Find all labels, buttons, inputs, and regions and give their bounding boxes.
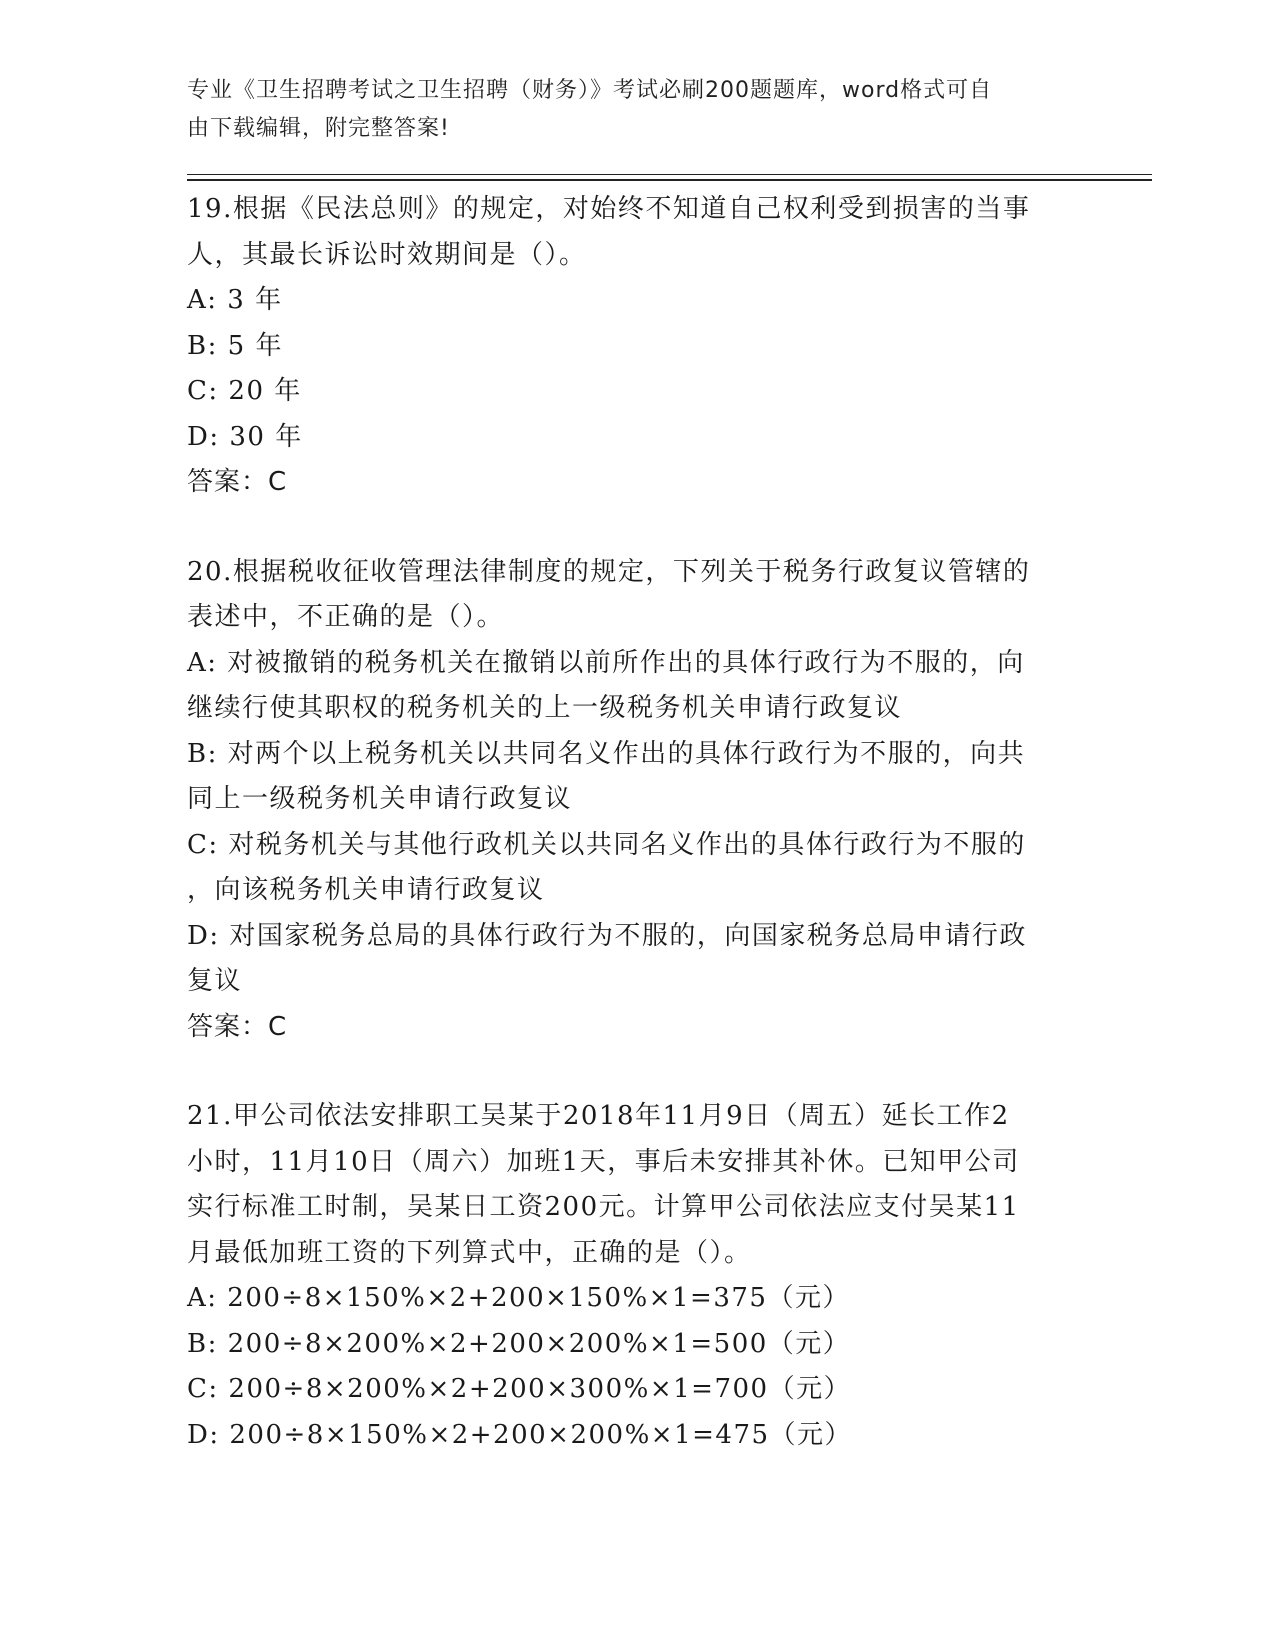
question-stem-line: 实行标准工时制，吴某日工资200元。计算甲公司依法应支付吴某11	[187, 1192, 1020, 1222]
option-d: D: 200÷8×150%×2+200×200%×1=475（元）	[187, 1419, 853, 1450]
question-stem-line: 月最低加班工资的下列算式中，正确的是（）。	[187, 1237, 752, 1268]
question-stem-line: 人，其最长诉讼时效期间是（）。	[187, 239, 587, 270]
option-a: A: 对被撤销的税务机关在撤销以前所作出的具体行政行为不服的，向	[187, 647, 1025, 678]
question-stem-line: 表述中，不正确的是（）。	[187, 602, 505, 632]
option-d-continued: 复议	[187, 966, 243, 996]
question-20	[187, 550, 1082, 1051]
question-stem-line: 小时，11月10日（周六）加班1天，事后未安排其补休。已知甲公司	[187, 1146, 1020, 1177]
header-line-2: 由下载编辑，附完整答案!	[187, 116, 450, 141]
question-stem-line: 19.根据《民法总则》的规定，对始终不知道自己权利受到损害的当事	[187, 194, 1031, 224]
option-a-continued: 继续行使其职权的税务机关的上一级税务机关申请行政复议	[187, 693, 903, 723]
question-21	[187, 1094, 1082, 1458]
question-stem-line: 21.甲公司依法安排职工吴某于2018年11月9日（周五）延长工作2	[187, 1101, 1010, 1131]
option-c: C: 对税务机关与其他行政机关以共同名义作出的具体行政行为不服的	[187, 829, 1026, 860]
option-a: A: 3 年	[187, 285, 283, 315]
option-d: D: 30 年	[187, 421, 303, 452]
document-header	[187, 72, 1067, 148]
option-d: D: 对国家税务总局的具体行政行为不服的，向国家税务总局申请行政	[187, 920, 1027, 951]
option-c: C: 20 年	[187, 376, 302, 406]
answer-line: 答案：C	[187, 1011, 288, 1042]
option-b-continued: 同上一级税务机关申请行政复议	[187, 784, 573, 814]
option-a: A: 200÷8×150%×2+200×150%×1=375（元）	[187, 1283, 850, 1313]
option-b: B: 对两个以上税务机关以共同名义作出的具体行政行为不服的，向共	[187, 738, 1026, 769]
header-line-1: 专业《卫生招聘考试之卫生招聘（财务）》考试必刷200题题库，word格式可自	[187, 78, 993, 103]
answer-line: 答案：C	[187, 467, 288, 497]
option-c-continued: ，向该税务机关申请行政复议	[187, 875, 545, 905]
header-divider-thick	[187, 179, 1152, 181]
option-c: C: 200÷8×200%×2+200×300%×1=700（元）	[187, 1374, 852, 1404]
question-19	[187, 187, 1082, 506]
option-b: B: 200÷8×200%×2+200×200%×1=500（元）	[187, 1328, 851, 1359]
question-stem-line: 20.根据税收征收管理法律制度的规定，下列关于税务行政复议管辖的	[187, 556, 1031, 587]
option-b: B: 5 年	[187, 330, 283, 361]
question-list	[187, 187, 1082, 1458]
header-divider-thin	[187, 174, 1152, 175]
